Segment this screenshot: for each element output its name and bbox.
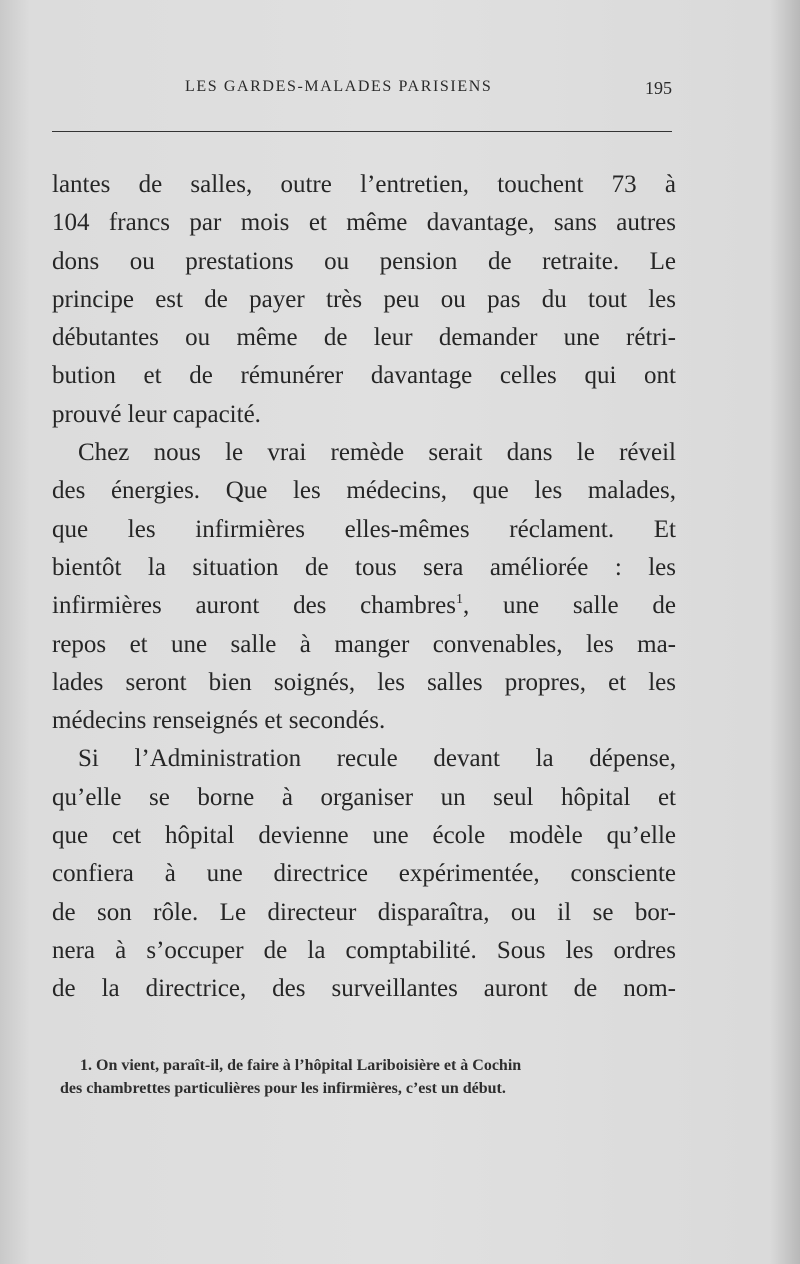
- text-line-with-footnote: [52, 587, 676, 625]
- text-line: débutantes ou même de leur demander une rétri-: [52, 324, 676, 352]
- text-line: que les infirmières elles-mêmes réclament. Et: [52, 515, 676, 543]
- text-line: de son rôle. Le directeur disparaîtra, ou il se bor-: [52, 898, 676, 926]
- text-line: lades seront bien soignés, les salles propres, et les: [52, 668, 676, 696]
- running-title: LES GARDES-MALADES PARISIENS: [185, 78, 493, 95]
- text-line: 104 francs par mois et même davantage, sans autres: [52, 209, 676, 237]
- page-header: [52, 78, 672, 108]
- text-line: de la directrice, des surveillantes auront de nom-: [52, 975, 676, 1003]
- header-rule: [52, 131, 672, 132]
- text-line: des énergies. Que les médecins, que les malades,: [52, 477, 676, 505]
- text-line: que cet hôpital devienne une école modèle qu’elle: [52, 822, 676, 850]
- body-text: [52, 166, 676, 1009]
- text-line: bution et de rémunérer davantage celles qui ont: [52, 362, 676, 390]
- text-line: bientôt la situation de tous sera améliorée : les: [52, 553, 676, 581]
- text-line: médecins renseignés et secondés.: [52, 707, 386, 735]
- text-line: qu’elle se borne à organiser un seul hôpital et: [52, 783, 676, 811]
- text-line-tail: , une salle de: [462, 592, 676, 620]
- text-line: confiera à une directrice expérimentée, consciente: [52, 860, 676, 888]
- text-line: nera à s’occuper de la comptabilité. Sous les ordres: [52, 936, 676, 964]
- text-line: Chez nous le vrai remède serait dans le réveil: [78, 439, 676, 467]
- footnote: [60, 1054, 686, 1100]
- text-line: repos et une salle à manger convenables, les ma-: [52, 630, 676, 658]
- text-line: lantes de salles, outre l’entretien, touchent 73 à: [52, 171, 676, 198]
- footnote-line: des chambrettes particulières pour les infirmières, c’est un début.: [60, 1080, 506, 1097]
- text-line: dons ou prestations ou pension de retraite. Le: [52, 247, 676, 275]
- text-line-head: infirmières auront des chambres: [52, 592, 456, 620]
- page-number: 195: [645, 78, 672, 98]
- footnote-line: 1. On vient, paraît-il, de faire à l’hôpital Lariboisière et à Cochin: [80, 1057, 522, 1074]
- text-line: prouvé leur capacité.: [52, 400, 261, 428]
- footnote-marker: 1: [455, 592, 463, 608]
- text-line: principe est de payer très peu ou pas du tout les: [52, 285, 676, 313]
- text-line: Si l’Administration recule devant la dépense,: [78, 745, 676, 773]
